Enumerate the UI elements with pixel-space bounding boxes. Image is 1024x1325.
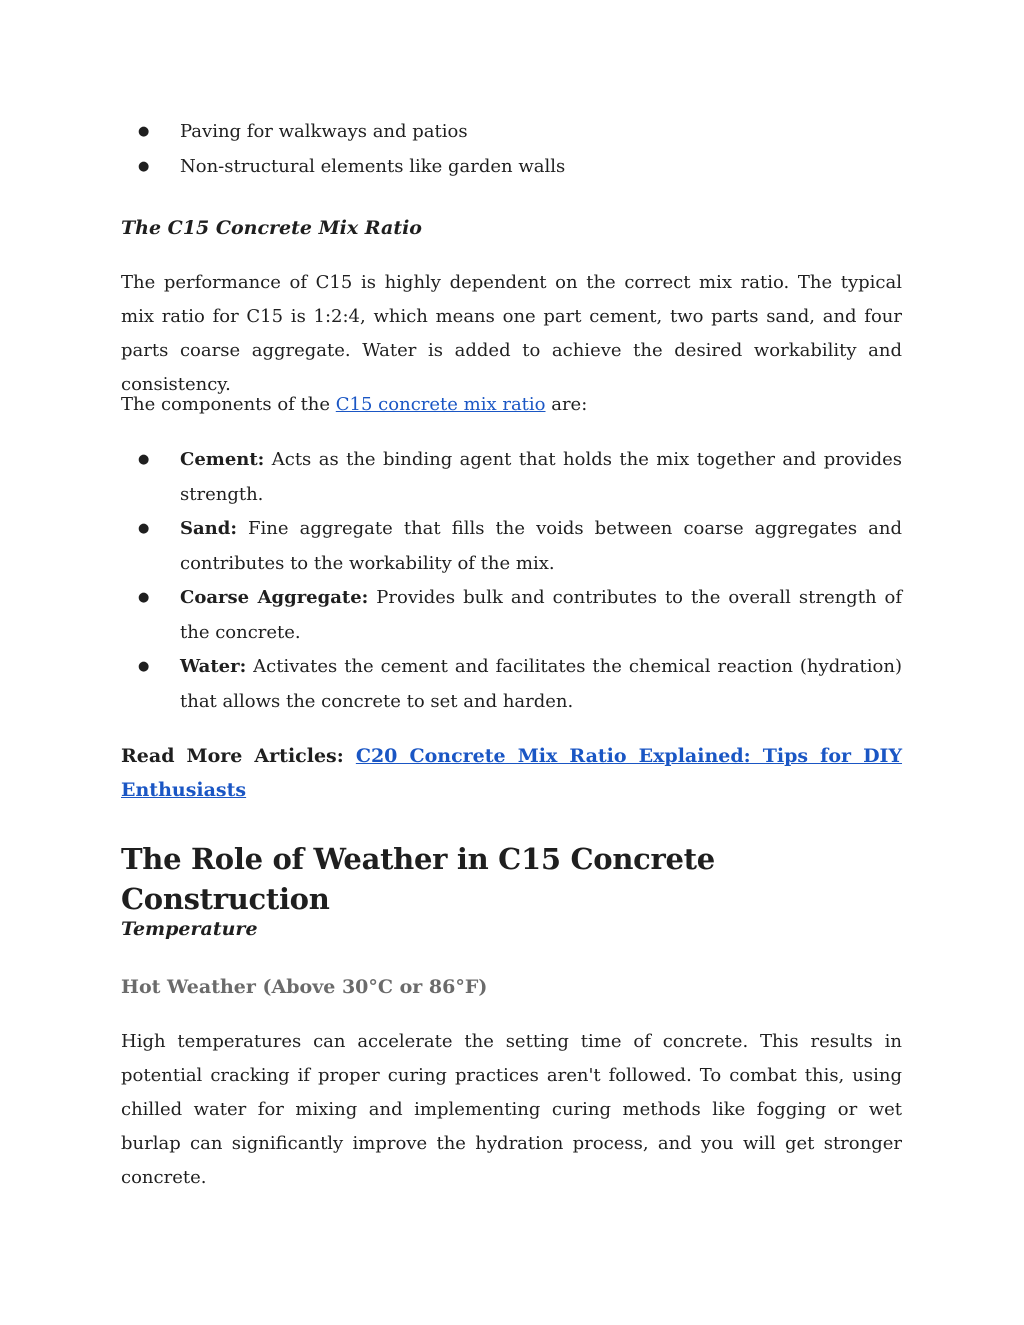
- components-list: [121, 443, 902, 719]
- component-term: Water:: [180, 656, 247, 677]
- component-term: Sand:: [180, 518, 237, 539]
- applications-list: [121, 115, 902, 184]
- read-more-link[interactable]: C20 Concrete Mix Ratio Explained: Tips for DIY Enthusiasts: [121, 745, 903, 801]
- section-title: The Role of Weather in C15 Concrete Construction: [121, 842, 715, 916]
- bullet-icon: ●: [138, 452, 150, 467]
- list-item-cement: [121, 443, 902, 512]
- c15-mix-ratio-link[interactable]: C15 concrete mix ratio: [335, 394, 546, 415]
- bullet-icon: ●: [138, 124, 150, 139]
- component-desc: Provides bulk and contributes to the overall strength of the concrete.: [180, 587, 902, 643]
- list-item-sand: [121, 512, 902, 581]
- component-term: Cement:: [180, 449, 265, 470]
- read-more-label: Read More Articles:: [121, 745, 344, 767]
- list-item-water: [121, 650, 902, 719]
- list-item: [121, 115, 902, 150]
- list-item: [121, 150, 902, 185]
- temperature-heading: Temperature: [121, 918, 258, 940]
- list-item-coarse-aggregate: [121, 581, 902, 650]
- list-item-text: Non-structural elements like garden walls: [180, 155, 566, 177]
- bullet-icon: ●: [138, 158, 150, 174]
- components-intro: [121, 388, 902, 422]
- hot-weather-paragraph: High temperatures can accelerate the setting time of concrete. This results in potential cracking if proper curing practices aren't followed. To combat this, using chilled water for mixing and implementing curing methods like fogging or wet burlap can significantly improve the hydration process, and you will get stronger concrete.: [121, 1031, 902, 1188]
- components-intro-after: are:: [545, 394, 588, 415]
- components-intro-before: The components of the: [121, 394, 336, 415]
- read-more: [121, 739, 902, 807]
- list-item-text: Paving for walkways and patios: [180, 121, 468, 142]
- mix-ratio-heading: The C15 Concrete Mix Ratio: [121, 217, 422, 239]
- mix-ratio-paragraph: The performance of C15 is highly dependent on the correct mix ratio. The typical mix ratio for C15 is 1:2:4, which means one part cement, two parts sand, and four parts coarse aggregate. Water is added to achieve the desired workability and consistency.: [121, 272, 902, 395]
- bullet-icon: ●: [138, 521, 150, 536]
- component-desc: Fine aggregate that fills the voids between coarse aggregates and contributes to the workability of the mix.: [180, 518, 902, 574]
- component-desc: Activates the cement and facilitates the chemical reaction (hydration) that allows the concrete to set and harden.: [180, 656, 902, 712]
- hot-weather-heading: Hot Weather (Above 30°C or 86°F): [121, 976, 488, 998]
- bullet-icon: ●: [138, 659, 150, 674]
- component-term: Coarse Aggregate:: [180, 587, 369, 608]
- bullet-icon: ●: [138, 590, 150, 605]
- component-desc: Acts as the binding agent that holds the mix together and provides strength.: [180, 449, 902, 505]
